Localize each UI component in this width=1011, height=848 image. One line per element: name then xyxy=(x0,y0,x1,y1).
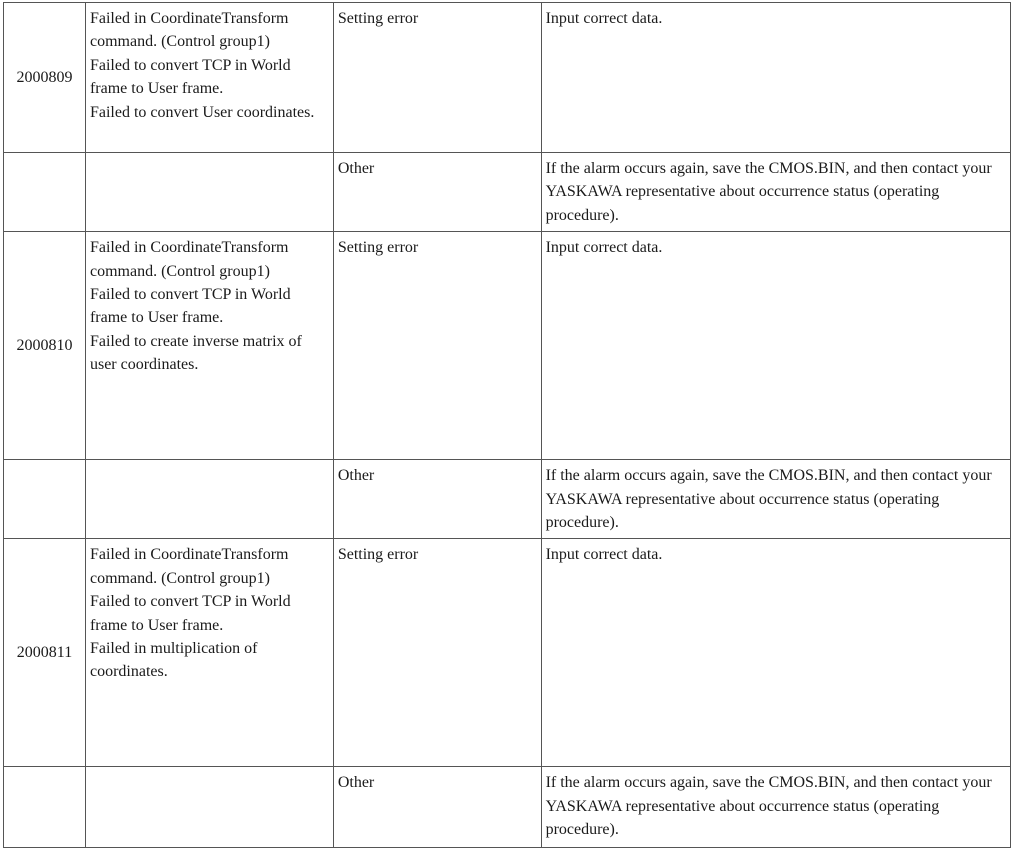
alarm-row-setting xyxy=(4,232,1011,460)
alarm-cause: Setting error xyxy=(333,3,541,153)
description-line: Failed to convert TCP in World frame to User frame. xyxy=(89,56,291,98)
alarm-cause: Other xyxy=(333,460,541,539)
alarm-cause: Setting error xyxy=(333,232,541,460)
alarm-remedy: Input correct data. xyxy=(541,3,1010,153)
description-line: Failed to convert User coordinates. xyxy=(89,103,315,121)
alarm-code-empty xyxy=(4,767,86,848)
description-line: Failed in CoordinateTransform command. (Control group1) xyxy=(89,239,289,280)
alarm-remedy: Input correct data. xyxy=(541,539,1010,767)
alarm-code-empty xyxy=(4,460,86,539)
alarm-description xyxy=(85,3,333,153)
alarm-row-other xyxy=(4,767,1011,848)
description-line: Failed to create inverse matrix of user coordinates. xyxy=(89,332,302,374)
alarm-row-setting xyxy=(4,3,1011,153)
description-line: Failed in CoordinateTransform command. (Control group1) xyxy=(89,546,289,587)
alarm-code: 2000810 xyxy=(4,232,86,460)
alarm-remedy: If the alarm occurs again, save the CMOS.BIN, and then contact your YASKAWA representative about occurrence status (operating procedure). xyxy=(541,767,1010,848)
alarm-code: 2000811 xyxy=(4,539,86,767)
description-line: Failed to convert TCP in World frame to User frame. xyxy=(89,593,291,634)
alarm-description-empty xyxy=(85,153,333,232)
alarm-code-empty xyxy=(4,153,86,232)
alarm-row-setting xyxy=(4,539,1011,767)
alarm-code: 2000809 xyxy=(4,3,86,153)
alarm-cause: Setting error xyxy=(333,539,541,767)
description-line: Failed in multiplication of coordinates. xyxy=(89,640,258,681)
alarm-description-empty xyxy=(85,767,333,848)
alarm-description xyxy=(85,232,333,460)
alarm-row-other xyxy=(4,460,1011,539)
description-line: Failed to convert TCP in World frame to User frame. xyxy=(89,286,291,327)
alarm-remedy: If the alarm occurs again, save the CMOS.BIN, and then contact your YASKAWA representative about occurrence status (operating procedure). xyxy=(541,460,1010,539)
alarm-remedy: If the alarm occurs again, save the CMOS.BIN, and then contact your YASKAWA representative about occurrence status (operating procedure). xyxy=(541,153,1010,232)
alarm-remedy: Input correct data. xyxy=(541,232,1010,460)
alarm-table xyxy=(3,2,1011,848)
alarm-description xyxy=(85,539,333,767)
alarm-row-other xyxy=(4,153,1011,232)
alarm-cause: Other xyxy=(333,153,541,232)
alarm-cause: Other xyxy=(333,767,541,848)
alarm-description-empty xyxy=(85,460,333,539)
description-line: Failed in CoordinateTransform command. (Control group1) xyxy=(89,10,289,51)
